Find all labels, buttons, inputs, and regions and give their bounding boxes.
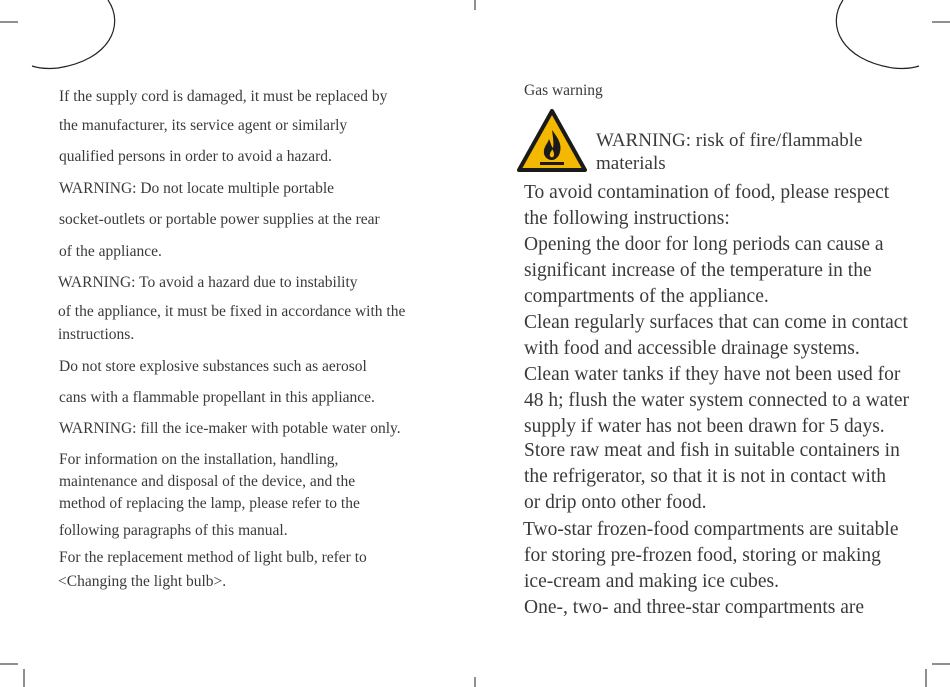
text-line: qualified persons in order to avoid a hazard. <box>59 148 332 165</box>
text-line: To avoid contamination of food, please respect <box>524 182 890 203</box>
text-line: Store raw meat and fish in suitable containers in <box>524 440 900 461</box>
text-line: Clean water tanks if they have not been used for <box>524 364 901 385</box>
text-line: of the appliance. <box>59 243 162 260</box>
text-line: ice-cream and making ice cubes. <box>524 571 779 592</box>
text-line: WARNING: fill the ice-maker with potable water only. <box>59 420 401 437</box>
text-line: following paragraphs of this manual. <box>59 522 288 539</box>
text-line: For information on the installation, handling, <box>59 451 339 468</box>
text-line: socket-outlets or portable power supplies at the rear <box>59 211 380 228</box>
text-line: instructions. <box>58 326 135 343</box>
section-title: Gas warning <box>524 82 603 99</box>
text-line: WARNING: Do not locate multiple portable <box>59 180 335 197</box>
text-line: the manufacturer, its service agent or similarly <box>59 117 348 134</box>
text-line: or drip onto other food. <box>524 492 707 513</box>
text-line: with food and accessible drainage systems. <box>524 338 860 359</box>
text-line: compartments of the appliance. <box>524 286 769 307</box>
text-line: Opening the door for long periods can cause a <box>524 234 884 255</box>
flammable-warning-icon <box>516 108 588 174</box>
text-line: method of replacing the lamp, please refer to the <box>59 495 360 512</box>
text-line: the refrigerator, so that it is not in contact with <box>524 466 887 487</box>
text-line: 48 h; flush the water system connected to a water <box>524 390 910 411</box>
text-line: Clean regularly surfaces that can come in contact <box>524 312 908 333</box>
text-line: For the replacement method of light bulb, refer to <box>59 549 367 566</box>
text-line: <Changing the light bulb>. <box>58 573 227 590</box>
text-line: Do not store explosive substances such as aerosol <box>59 358 367 375</box>
text-line: One-, two- and three-star compartments are <box>524 597 865 618</box>
warning-text-line: materials <box>596 153 666 174</box>
text-line: of the appliance, it must be fixed in accordance with the <box>58 303 406 320</box>
warning-text-line: WARNING: risk of fire/flammable <box>596 130 863 151</box>
text-line: significant increase of the temperature in the <box>524 260 872 281</box>
text-line: WARNING: To avoid a hazard due to instability <box>58 274 358 291</box>
text-line: If the supply cord is damaged, it must be replaced by <box>59 88 388 105</box>
text-line: cans with a flammable propellant in this appliance. <box>59 389 375 406</box>
text-line: Two-star frozen-food compartments are suitable <box>523 519 899 540</box>
text-line: for storing pre-frozen food, storing or making <box>524 545 881 566</box>
text-line: maintenance and disposal of the device, and the <box>59 473 356 490</box>
text-line: the following instructions: <box>524 208 730 229</box>
text-line: supply if water has not been drawn for 5 days. <box>524 416 885 437</box>
